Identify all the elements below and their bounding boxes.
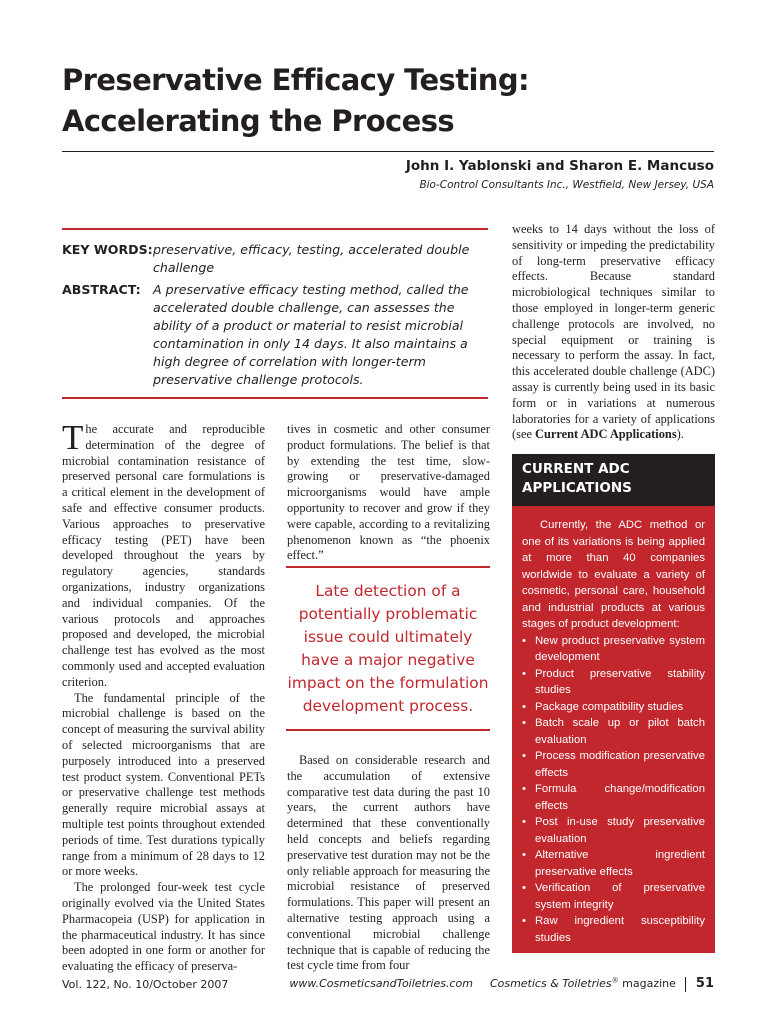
list-item: • Batch scale up or pilot batch evaluation <box>522 717 705 746</box>
sidebar-heading: CURRENT ADC APPLICATIONS <box>512 454 715 506</box>
list-item: • Package compatibility studies <box>522 700 684 713</box>
drop-cap: T <box>62 418 84 457</box>
authors: John I. Yablonski and Sharon E. Mancuso <box>405 158 714 174</box>
pullquote-top-rule <box>286 566 490 568</box>
footer-magazine: Cosmetics & Toiletries <box>489 977 612 990</box>
pullquote-bottom-rule <box>286 729 490 731</box>
keywords-top-rule <box>62 228 488 230</box>
body-column-2-bottom <box>287 753 490 974</box>
title-divider <box>62 151 714 152</box>
footer-issue: Vol. 122, No. 10/October 2007 <box>62 978 229 991</box>
body-column-3 <box>512 222 715 443</box>
abstract-text: A preservative efficacy testing method, called the accelerated double challenge, can assesses the ability of a product or material to resist microbial contamination in only 14 days. It also maintains a high degree of correlation with longer-term preservative challenge protocols. <box>153 282 469 387</box>
body-column-2-top <box>287 422 490 564</box>
footer-magazine-word: magazine <box>618 977 676 990</box>
pull-quote: Late detection of a potentially problematic issue could ultimately have a major negative impact on the formulation development process. <box>287 582 489 715</box>
article-title <box>62 60 702 142</box>
col1-paragraph-3: The prolonged four-week test cycle originally evolved via the United States Pharmacopeia (USP) for application in the pharmaceutical industry. It has since been adopted in one form or another for evaluating the efficacy of preserva- <box>62 880 265 974</box>
footer-right <box>289 976 714 992</box>
sidebar-list <box>522 633 705 947</box>
title-line-1: Preservative Efficacy Testing: <box>62 63 529 97</box>
footer-separator <box>685 977 686 992</box>
col1-paragraph-1: he accurate and reproducible determination of the degree of microbial contamination resistance of preserved personal care formulations is a critical element in the development of safe and effective consumer products. Various approaches to preservative efficacy testing (PET) have been developed throughout the years by regulatory agencies, standards organizations, industry organizations and individual companies. Of the various protocols and approaches proposed and developed, the microbial challenge test has evolved as the most commonly used and accepted evaluation criterion. <box>62 422 265 689</box>
col2-paragraph-2: Based on considerable research and the accumulation of extensive comparative test data during the past 10 years, the current authors have determined that these conventionally held concepts and beliefs regarding preservative test duration may not be the only reliable approach for measuring the microbial resistance of preserved formulations. This paper will present an alternative testing approach using a conventional microbial challenge technique that is capable of reducing the test cycle time from four <box>287 753 490 973</box>
affiliation: Bio-Control Consultants Inc., Westfield, New Jersey, USA <box>419 179 714 191</box>
sidebar-reference: Current ADC Applications <box>535 427 677 442</box>
title-line-2: Accelerating the Process <box>62 104 455 138</box>
abstract-bottom-rule <box>62 397 488 399</box>
sidebar-intro: Currently, the ADC method or one of its variations is being applied at more than 40 companies worldwide to evaluate a variety of cosmetic, personal care, household and industrial products at various stages of product development: <box>522 519 705 630</box>
page-number: 51 <box>695 976 714 991</box>
col2-paragraph-1: tives in cosmetic and other consumer product formulations. The belief is that by extending the test time, slow-growing or preservative-damaged microorganisms would have ample opportunity to recover and grow if they were capable, according to a revitalizing phenomenon known as “the phoenix effect.” <box>287 422 490 563</box>
sidebar-body <box>512 506 715 953</box>
list-item: • Raw ingredient susceptibility studies <box>522 915 705 944</box>
body-column-1 <box>62 418 265 975</box>
list-item: • New product preservative system development <box>522 634 705 663</box>
list-item: • Alternative ingredient preservative effects <box>522 849 705 878</box>
list-item: • Process modification preservative effects <box>522 750 705 779</box>
keywords-text: preservative, efficacy, testing, accelerated double challenge <box>153 242 470 275</box>
footer-url[interactable]: www.CosmeticsandToiletries.com <box>289 977 473 990</box>
col1-paragraph-2: The fundamental principle of the microbial challenge is based on the concept of measuring the survival ability of selected microorganisms that are purposely introduced into a preserved test product system. Conventional PETs or preservative challenge test methods generally require microbial assays at multiple test points throughout extended periods of time. Test durations typically range from a minimum of 28 days to 12 or more weeks. <box>62 690 265 879</box>
list-item: • Post in-use study preservative evaluation <box>522 816 705 845</box>
list-item: • Product preservative stability studies <box>522 667 705 696</box>
abstract <box>62 281 486 389</box>
keywords <box>62 241 486 277</box>
list-item: • Verification of preservative system integrity <box>522 882 705 911</box>
keywords-label: KEY WORDS: <box>62 242 153 257</box>
col3-paragraph-1: weeks to 14 days without the loss of sensitivity or impeding the predictability of long-term preservative efficacy effects. Because standard microbiological techniques similar to those employed in longer-term generic challenge protocols are involved, no special equipment or training is necessary to perform the assay. In fact, this accelerated double challenge (ADC) assay is currently being used in its basic form or in variations at numerous laboratories for a variety of applications (see Current ADC Applications). <box>512 222 715 442</box>
list-item: • Formula change/modification effects <box>522 783 705 812</box>
abstract-label: ABSTRACT: <box>62 282 141 297</box>
registered-mark: ® <box>611 976 619 985</box>
